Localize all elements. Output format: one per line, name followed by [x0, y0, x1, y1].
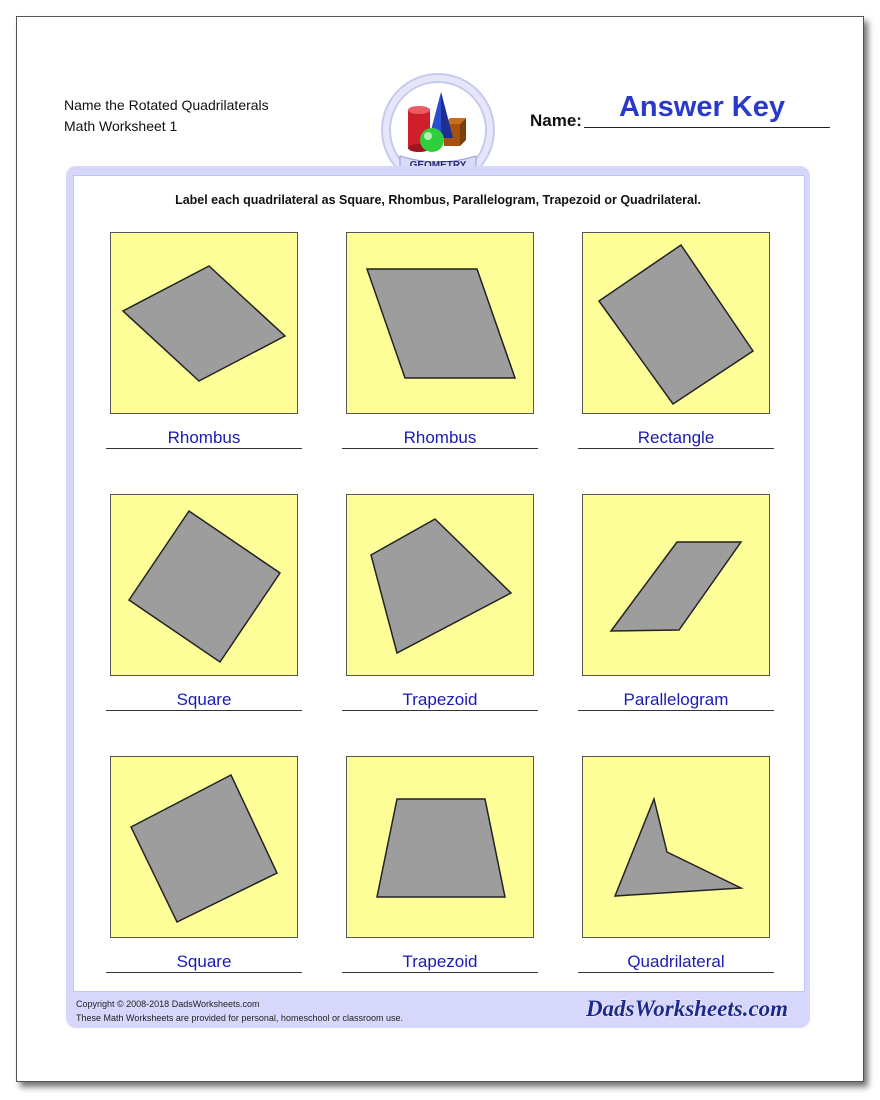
shape-card [582, 232, 770, 414]
answer-key-text: Answer Key [618, 91, 785, 123]
answer-line [578, 448, 774, 449]
name-label: Name: [530, 111, 582, 130]
rhombus-shape [111, 233, 299, 415]
shape-card [582, 494, 770, 676]
answer-text: Rhombus [167, 428, 241, 447]
answer-line [342, 448, 538, 449]
answer-text: Rectangle [637, 428, 715, 447]
answer-line [106, 448, 302, 449]
answer-line [106, 972, 302, 973]
answer-line [342, 972, 538, 973]
answer-text: Square [176, 690, 232, 709]
shape-card [582, 756, 770, 938]
answer-text: Rhombus [403, 428, 477, 447]
trapezoid-shape [347, 757, 535, 939]
rhombus-shape [347, 233, 535, 415]
answer-text: Quadrilateral [627, 952, 725, 971]
copyright-text: Copyright © 2008-2018 DadsWorksheets.com [76, 999, 260, 1009]
worksheet-title: Name the Rotated Quadrilaterals [64, 97, 269, 113]
answer-text: Trapezoid [402, 690, 478, 709]
square-shape [111, 757, 299, 939]
parallelogram-shape [583, 495, 771, 677]
name-field-line [584, 127, 830, 128]
worksheet-subtitle: Math Worksheet 1 [64, 118, 178, 134]
shape-card [346, 494, 534, 676]
shape-card [110, 756, 298, 938]
answer-text: Trapezoid [402, 952, 478, 971]
usage-notice: These Math Worksheets are provided for personal, homeschool or classroom use. [76, 1013, 403, 1023]
instructions: Label each quadrilateral as Square, Rhombus, Parallelogram, Trapezoid or Quadrilateral. [175, 193, 701, 207]
answer-line [342, 710, 538, 711]
answer-line [106, 710, 302, 711]
concave-quadrilateral-shape [583, 757, 771, 939]
answer-text: Parallelogram [623, 690, 729, 709]
shape-card [110, 232, 298, 414]
answer-text: Square [176, 952, 232, 971]
shape-card [346, 232, 534, 414]
answer-line [578, 710, 774, 711]
rectangle-shape [583, 233, 771, 415]
square-shape [111, 495, 299, 677]
answer-line [578, 972, 774, 973]
trapezoid-shape [347, 495, 535, 677]
shape-card [346, 756, 534, 938]
brand-text: DadsWorksheets.com [585, 996, 789, 1021]
dadsworksheets-logo[interactable] [576, 992, 798, 1024]
shape-card [110, 494, 298, 676]
